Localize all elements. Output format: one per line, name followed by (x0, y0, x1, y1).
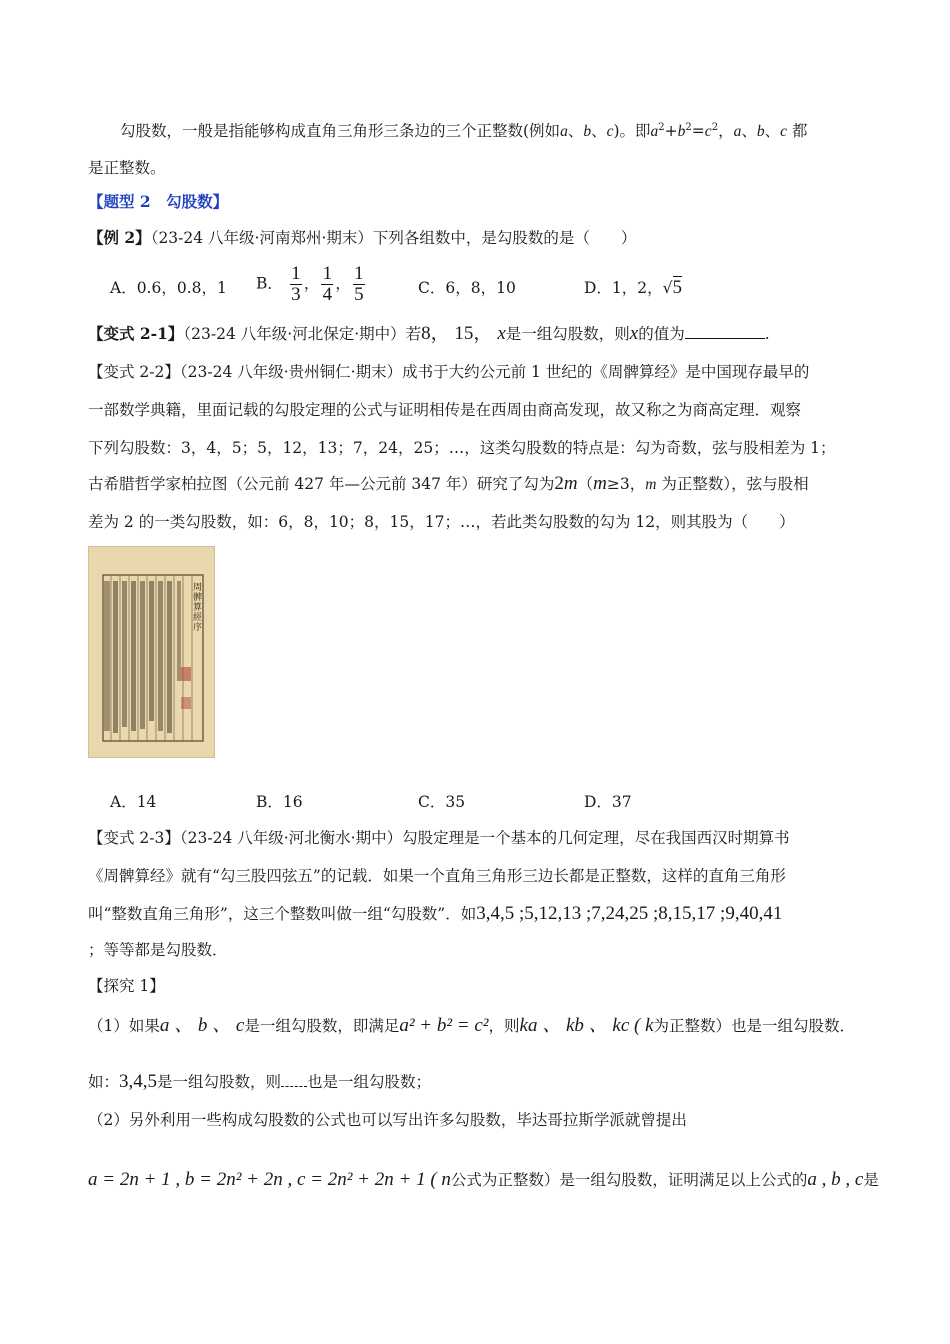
option-b: B． $\frac{1}{3}$ ， $\frac{1}{4}$ ， $\frac{1}{5}$ (256, 263, 364, 305)
example-blank[interactable] (281, 1072, 307, 1087)
explore-example: 如：3,4,5是一组勾股数，则 也是一组勾股数； (88, 1071, 432, 1092)
variant-2-2-line-3: 下列勾股数：3，4，5；5，12，13；7，24，25；…，这类勾股数的特点是：勾为奇数，弦与股相差为 1； (88, 439, 836, 457)
option-a: A．0.6，0.8，1 (110, 279, 227, 297)
book-page-drawing (89, 547, 215, 758)
option-c: C．6，8，10 (418, 279, 516, 297)
v22-option-c: C．35 (418, 793, 466, 811)
variant-2-2-line-2: 一部数学典籍，里面记载的勾股定理的公式与证明相传是在西周由商高发现，故又称之为商高定理．观察 (88, 401, 802, 419)
pythagorean-formula: a = 2n + 1 , b = 2n² + 2n , c = 2n² + 2n + 1 ( n公式为正整数）是一组勾股数，证明满足以上公式的a , b , c是 (88, 1169, 879, 1190)
variant-2-3-line-1: 【变式 2-3】（23-24 八年级·河北衡水·期中）勾股定理是一个基本的几何定理，尽在我国西汉时期算书 (88, 829, 790, 847)
variant-2-2-line-4: 古希腊哲学家柏拉图（公元前 427 年—公元前 347 年）研究了勾为2m（m≥3，m 为正整数），弦与股相 (88, 473, 809, 494)
variant-2-2-line-5: 差为 2 的一类勾股数，如：6，8，10；8，15，17；…，若此类勾股数的勾为 12，则其股为（ ） (88, 513, 795, 531)
variant-2-1: 【变式 2-1】（23-24 八年级·河北保定·期中）若8， 15， x是一组勾股数，则x的值为 . (88, 323, 770, 344)
explore-1-title: 【探究 1】 (88, 977, 165, 995)
fraction-1-3: $\frac{1}{3}$ (291, 263, 301, 305)
option-d: D．1，2，√5 (584, 277, 683, 298)
explore-part-1: （1）如果a 、 b 、 c是一组勾股数，即满足a² + b² = c²，则ka 、 kb 、 kc ( k为正整数）也是一组勾股数． (88, 1015, 856, 1036)
intro-line-1: 勾股数，一般是指能够构成直角三角形三条边的三个正整数(例如a、b、c)。即$a^2+b^2=c^2$，a、b、c 都 (120, 122, 808, 141)
variant-2-3-line-4: ；等等都是勾股数． (88, 941, 228, 959)
example-2-stem: 【例 2】（23-24 八年级·河南郑州·期末）下列各组数中，是勾股数的是（ ） (88, 228, 637, 247)
variant-2-2-line-1: 【变式 2-2】（23-24 八年级·贵州铜仁·期末）成书于大约公元前 1 世纪的《周髀算经》是中国现存最早的 (88, 363, 810, 381)
variant-2-3-line-3: 叫“整数直角三角形”，这三个整数叫做一组“勾股数”．如3,4,5 ;5,12,13 ;7,24,25 ;8,15,17 ;9,40,41 (88, 903, 783, 924)
v22-option-a: A．14 (110, 793, 157, 811)
v22-option-b: B．16 (256, 793, 303, 811)
intro-line-2: 是正整数。 (88, 159, 166, 177)
variant-2-3-line-2: 《周髀算经》就有“勾三股四弦五”的记载．如果一个直角三角形三边长都是正整数，这样的直角三角形 (88, 867, 786, 885)
section-title: 【题型 2 勾股数】 (88, 192, 229, 211)
answer-blank[interactable] (685, 324, 765, 339)
fraction-1-5: $\frac{1}{5}$ (354, 263, 364, 305)
root-symbol-icon: √ (662, 279, 673, 297)
book-title: 周髀算經序 (193, 583, 203, 633)
fraction-1-4: $\frac{1}{4}$ (322, 263, 333, 305)
explore-part-2: （2）另外利用一些构成勾股数的公式也可以写出许多勾股数，毕达哥拉斯学派就曾提出 (88, 1111, 687, 1129)
ancient-book-image (88, 546, 215, 758)
v22-option-d: D．37 (584, 793, 632, 811)
